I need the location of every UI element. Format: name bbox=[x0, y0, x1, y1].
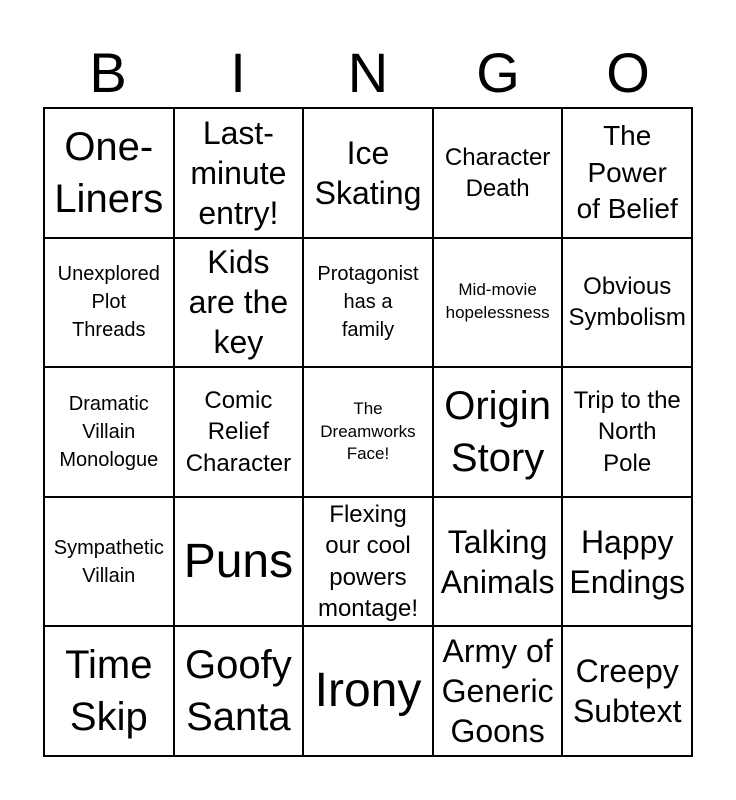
cell-text: Goofy Santa bbox=[185, 643, 292, 740]
bingo-cell[interactable] bbox=[433, 108, 563, 238]
cell-text: Sympathetic Villain bbox=[53, 536, 164, 587]
bingo-cell[interactable] bbox=[562, 497, 692, 627]
header-letter-i: I bbox=[230, 41, 246, 104]
cell-text: Time Skip bbox=[65, 643, 153, 740]
bingo-cell[interactable] bbox=[44, 238, 174, 368]
bingo-cell[interactable] bbox=[303, 367, 433, 497]
bingo-cell[interactable] bbox=[433, 238, 563, 368]
cell-text: Dramatic Villain Monologue bbox=[59, 392, 159, 471]
bingo-cell[interactable] bbox=[562, 108, 692, 238]
bingo-board bbox=[43, 107, 693, 757]
bingo-cell[interactable] bbox=[303, 238, 433, 368]
bingo-cell[interactable] bbox=[433, 626, 563, 756]
bingo-cell[interactable] bbox=[44, 497, 174, 627]
cell-text: Talking Animals bbox=[440, 523, 555, 600]
cell-text: The Power of Belief bbox=[576, 120, 678, 224]
cell-text: The Dreamworks Face! bbox=[320, 398, 416, 464]
bingo-cell[interactable] bbox=[562, 626, 692, 756]
header-letter-n: N bbox=[347, 41, 389, 104]
cell-text: Puns bbox=[183, 534, 294, 588]
cell-text: Character Death bbox=[444, 143, 551, 202]
cell-text: Unexplored Plot Threads bbox=[57, 263, 160, 342]
cell-text: One- Liners bbox=[54, 124, 164, 221]
header-letter-g: G bbox=[476, 41, 520, 104]
cell-text: Irony bbox=[314, 664, 422, 718]
cell-text: Protagonist has a family bbox=[317, 263, 419, 342]
bingo-cell[interactable] bbox=[433, 497, 563, 627]
bingo-cell[interactable] bbox=[174, 238, 304, 368]
bingo-cell[interactable] bbox=[562, 367, 692, 497]
cell-text: Happy Endings bbox=[569, 523, 686, 600]
bingo-cell[interactable] bbox=[562, 238, 692, 368]
bingo-cell[interactable] bbox=[44, 626, 174, 756]
cell-text: Trip to the North Pole bbox=[573, 387, 681, 477]
bingo-header bbox=[43, 40, 693, 106]
bingo-cell[interactable] bbox=[174, 367, 304, 497]
bingo-cell[interactable] bbox=[433, 367, 563, 497]
header-letter-o: O bbox=[606, 41, 650, 104]
cell-text: Origin Story bbox=[444, 383, 551, 480]
bingo-cell[interactable] bbox=[303, 497, 433, 627]
bingo-cell[interactable] bbox=[174, 497, 304, 627]
cell-text: Creepy Subtext bbox=[572, 653, 682, 730]
cell-text: Comic Relief Character bbox=[185, 387, 292, 477]
cell-text: Army of Generic Goons bbox=[441, 633, 554, 750]
header-letter-b: B bbox=[89, 41, 127, 104]
bingo-cell[interactable] bbox=[44, 108, 174, 238]
bingo-cell[interactable] bbox=[44, 367, 174, 497]
cell-text: Obvious Symbolism bbox=[568, 273, 686, 332]
cell-text: Kids are the key bbox=[188, 244, 289, 361]
bingo-cell[interactable] bbox=[174, 108, 304, 238]
cell-text: Ice Skating bbox=[314, 134, 422, 211]
cell-text: Last- minute entry! bbox=[190, 114, 287, 231]
cell-text: Mid-movie hopelessness bbox=[445, 280, 550, 323]
bingo-cell[interactable] bbox=[303, 108, 433, 238]
bingo-cell[interactable] bbox=[174, 626, 304, 756]
bingo-cell[interactable] bbox=[303, 626, 433, 756]
cell-text: Flexing our cool powers montage! bbox=[317, 501, 419, 622]
